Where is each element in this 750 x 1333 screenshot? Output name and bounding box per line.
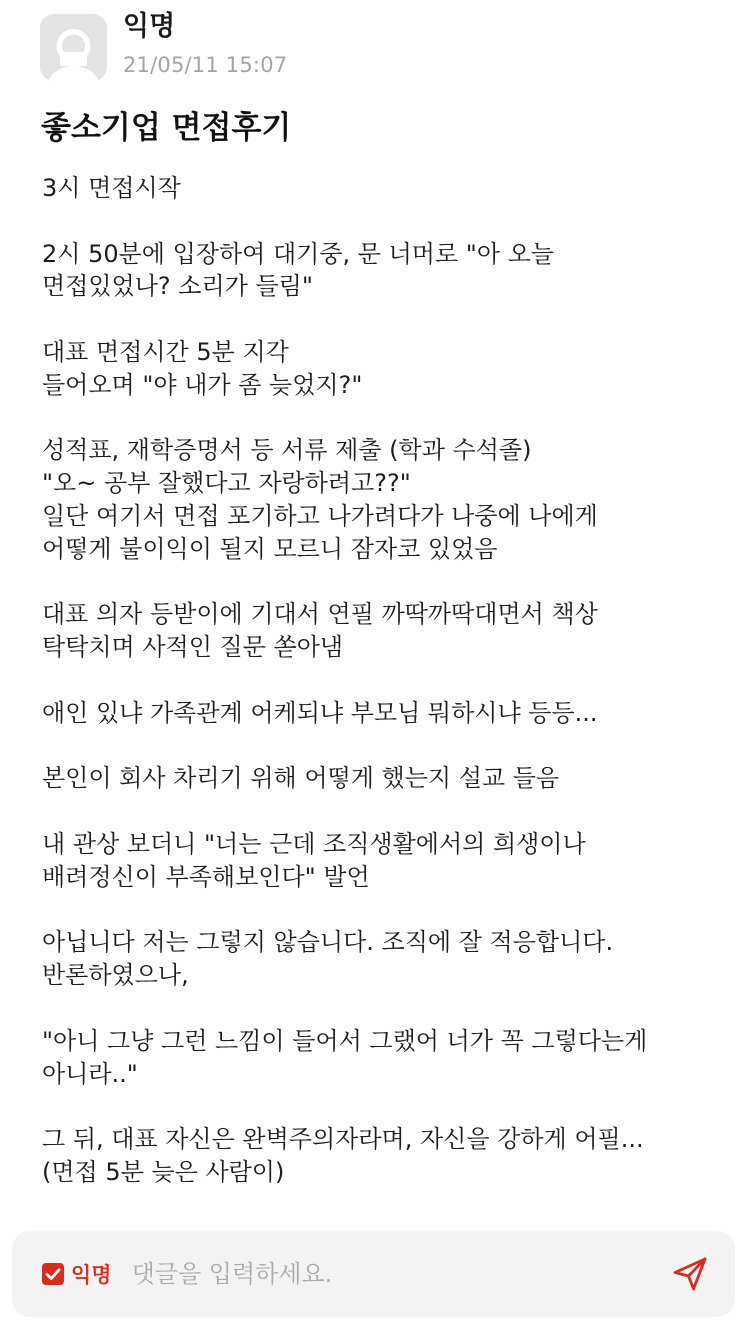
post-body-line: 대표 의자 등받이에 기대서 연필 까딱까딱대면서 책상: [42, 600, 598, 629]
post-timestamp: 21/05/11 15:07: [123, 53, 288, 77]
checkbox-checked-icon[interactable]: [42, 1263, 64, 1285]
comment-bar: [12, 1231, 735, 1317]
post-body-line: 배려정신이 부족해보인다" 발언: [42, 862, 370, 891]
paper-plane-send-icon[interactable]: [671, 1255, 709, 1293]
anonymous-label: 익명: [71, 1263, 112, 1287]
author-name[interactable]: 익명: [123, 11, 176, 42]
post-body-line: [42, 1090, 732, 1123]
post-body-line: "오~ 공부 잘했다고 자랑하려고??": [42, 469, 411, 498]
post-body-line: 들어오며 "야 내가 좀 늦었지?": [42, 370, 363, 399]
post-body-line: 일단 여기서 면접 포기하고 나가려다가 나중에 나에게: [42, 501, 598, 530]
post-body-line: [42, 303, 732, 336]
post-body-line: [42, 664, 732, 697]
comment-input[interactable]: [132, 1254, 632, 1294]
post-body-line: 반론하였으나,: [42, 961, 189, 990]
post-body-line: 대표 면접시간 5분 지각: [42, 337, 289, 366]
post-body-line: 아니라..": [42, 1059, 138, 1088]
post-body-line: 2시 50분에 입장하여 대기중, 문 너머로 "아 오늘: [42, 239, 555, 268]
post-body-line: "아니 그냥 그런 느낌이 들어서 그랬어 너가 꼭 그렇다는게: [42, 1026, 648, 1055]
post-body-line: 본인이 회사 차리기 위해 어떻게 했는지 설교 들음: [42, 764, 560, 793]
post-body-line: [42, 402, 732, 435]
post-body-line: [42, 894, 732, 927]
post-body-line: 성적표, 재학증명서 등 서류 제출 (학과 수석졸): [42, 436, 532, 465]
post-meta: [123, 11, 288, 79]
post-body-line: [42, 730, 732, 763]
default-profile-icon[interactable]: [40, 14, 107, 81]
post-body-line: 그 뒤, 대표 자신은 완벽주의자라며, 자신을 강하게 어필...: [42, 1125, 644, 1154]
post-body-line: 어떻게 불이익이 될지 모르니 잠자코 있었음: [42, 534, 498, 563]
post-title: 좋소기업 면접후기: [41, 110, 292, 146]
avatar-silhouette: [40, 14, 107, 81]
post-header: [40, 12, 287, 82]
post-body-line: [42, 795, 732, 828]
post-body-line: 면접있었나? 소리가 들림": [42, 272, 313, 301]
post-body-line: (면접 5분 늦은 사람이): [42, 1157, 285, 1186]
post-body-line: [42, 992, 732, 1025]
post-body-line: 3시 면접시작: [42, 174, 181, 202]
post-body: [42, 172, 732, 1189]
post-body-line: [42, 205, 732, 238]
post-body-line: [42, 566, 732, 599]
post-body-line: 애인 있냐 가족관계 어케되냐 부모님 뭐하시냐 등등...: [42, 698, 598, 727]
post-body-line: 내 관상 보더니 "너는 근데 조직생활에서의 희생이나: [42, 829, 586, 858]
post-body-line: 탁탁치며 사적인 질문 쏟아냄: [42, 633, 344, 662]
send-button[interactable]: [671, 1255, 709, 1293]
post-body-line: 아닙니다 저는 그렇지 않습니다. 조직에 잘 적응합니다.: [42, 928, 614, 957]
anonymous-toggle[interactable]: [42, 1259, 112, 1289]
